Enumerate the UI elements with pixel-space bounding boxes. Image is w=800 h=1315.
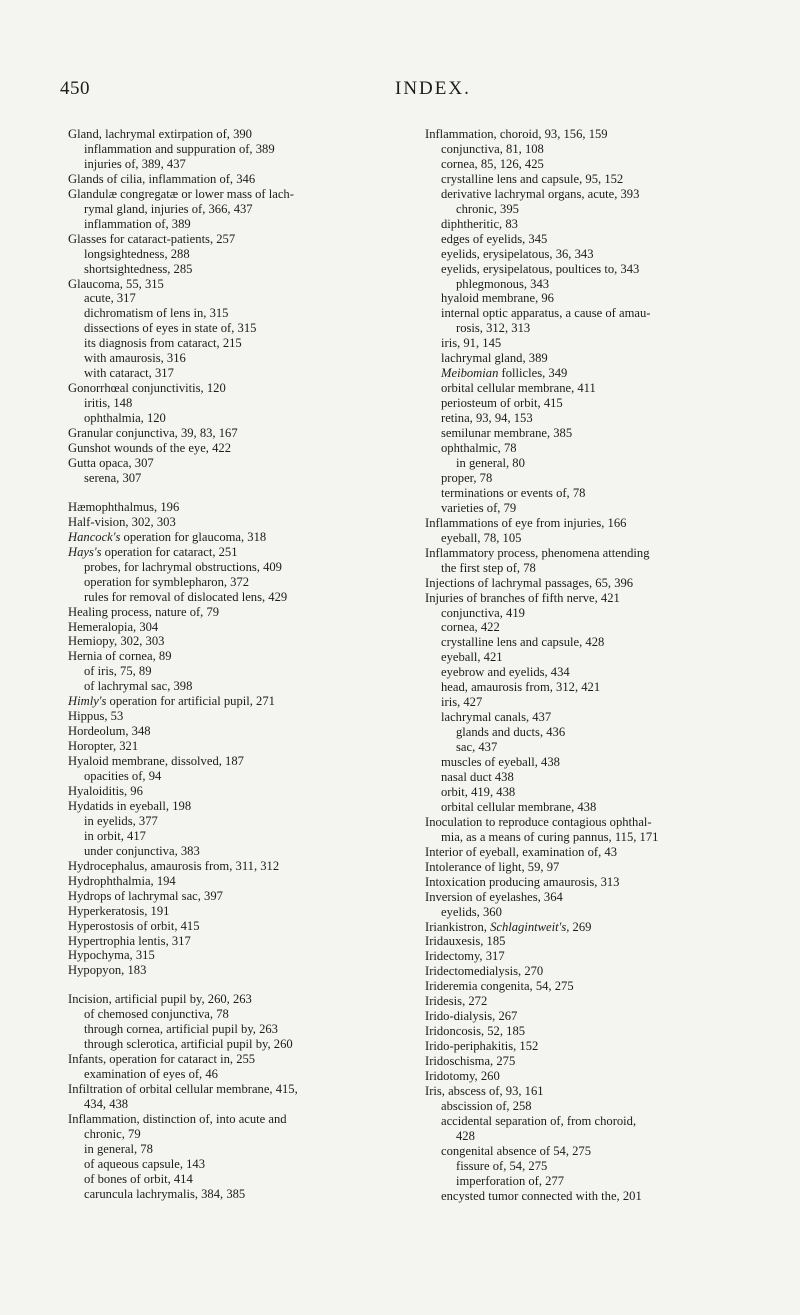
entry-text: rules for removal of dislocated lens, 429 bbox=[84, 589, 288, 604]
index-subentry bbox=[68, 814, 406, 829]
entry-text: eyeball, 421 bbox=[441, 650, 503, 665]
entry-text: proper, 78 bbox=[441, 470, 493, 485]
entry-text: ophthalmic, 78 bbox=[441, 441, 517, 456]
italic-term: Hays's bbox=[68, 544, 102, 559]
entry-text: follicles, 349 bbox=[501, 366, 568, 381]
index-entry bbox=[425, 860, 765, 875]
entry-text: Iris, abscess of, 93, 161 bbox=[425, 1084, 544, 1098]
entry-text: probes, for lachrymal obstructions, 409 bbox=[84, 559, 282, 574]
index-entry bbox=[68, 889, 406, 904]
entry-text: inflammation of, 389 bbox=[84, 216, 191, 231]
index-entry bbox=[68, 963, 406, 978]
entry-text: Hypertrophia lentis, 317 bbox=[68, 933, 191, 948]
entry-text: mia, as a means of curing pannus, 115, 171 bbox=[441, 829, 659, 844]
index-entry bbox=[68, 859, 406, 874]
entry-text: Gutta opaca, 307 bbox=[68, 455, 154, 470]
entry-text: the first step of, 78 bbox=[441, 560, 536, 575]
entry-text: Iridectomy, 317 bbox=[425, 949, 505, 964]
index-entry bbox=[68, 874, 406, 889]
entry-text: Iridoncosis, 52, 185 bbox=[425, 1024, 526, 1039]
index-subentry bbox=[68, 1022, 406, 1037]
entry-text: Hypopyon, 183 bbox=[68, 963, 147, 978]
entry-text: fissure of, 54, 275 bbox=[456, 1158, 548, 1173]
entry-text: Iridoschisma, 275 bbox=[425, 1054, 516, 1069]
entry-text: lachrymal canals, 437 bbox=[441, 710, 552, 725]
index-subentry bbox=[425, 411, 765, 426]
index-entry bbox=[68, 709, 406, 724]
entry-text: head, amaurosis from, 312, 421 bbox=[441, 680, 601, 695]
index-entry bbox=[425, 591, 765, 606]
entry-text: Intoxication producing amaurosis, 313 bbox=[425, 874, 620, 889]
section-gap bbox=[68, 486, 406, 500]
entry-text: conjunctiva, 81, 108 bbox=[441, 141, 544, 156]
entry-text: operation for symblepharon, 372 bbox=[84, 574, 250, 589]
entry-text: Inversion of eyelashes, 364 bbox=[425, 889, 563, 904]
index-entry bbox=[68, 620, 406, 635]
index-entry bbox=[68, 426, 406, 441]
index-subentry bbox=[425, 291, 765, 306]
entry-text: Gonorrhœal conjunctivitis, 120 bbox=[68, 381, 226, 396]
entry-text: Hippus, 53 bbox=[68, 709, 124, 724]
index-subentry bbox=[425, 217, 765, 232]
entry-text: periosteum of orbit, 415 bbox=[441, 396, 563, 411]
index-entry bbox=[425, 1039, 765, 1054]
entry-text: chronic, 395 bbox=[456, 201, 519, 216]
entry-text: conjunctiva, 419 bbox=[441, 605, 525, 620]
entry-text: iris, 427 bbox=[441, 695, 483, 710]
index-subentry bbox=[425, 277, 765, 292]
index-subentry bbox=[425, 725, 765, 740]
index-entry bbox=[68, 456, 406, 471]
entry-text: shortsightedness, 285 bbox=[84, 261, 193, 276]
index-subentry bbox=[425, 785, 765, 800]
index-entry bbox=[425, 979, 765, 994]
index-subentry bbox=[425, 262, 765, 277]
index-entry bbox=[425, 127, 765, 142]
index-subentry bbox=[425, 800, 765, 815]
index-subentry bbox=[68, 217, 406, 232]
entry-text: dissections of eyes in state of, 315 bbox=[84, 321, 257, 336]
entry-text: dichromatism of lens in, 315 bbox=[84, 306, 229, 321]
index-entry bbox=[425, 576, 765, 591]
entry-text: of lachrymal sac, 398 bbox=[84, 679, 193, 694]
entry-text: Gunshot wounds of the eye, 422 bbox=[68, 441, 231, 456]
entry-text: Hyperkeratosis, 191 bbox=[68, 903, 170, 918]
index-entry bbox=[425, 1084, 765, 1099]
entry-text: injuries of, 389, 437 bbox=[84, 156, 186, 171]
index-subentry bbox=[425, 471, 765, 486]
index-subentry bbox=[68, 291, 406, 306]
index-subentry bbox=[68, 411, 406, 426]
entry-text: eyeball, 78, 105 bbox=[441, 530, 522, 545]
index-subentry bbox=[425, 531, 765, 546]
index-subentry bbox=[68, 829, 406, 844]
entry-text: of bones of orbit, 414 bbox=[84, 1171, 193, 1186]
index-entry bbox=[68, 545, 406, 560]
index-subentry bbox=[425, 620, 765, 635]
entry-text: Glasses for cataract-patients, 257 bbox=[68, 231, 236, 246]
index-subentry bbox=[425, 1189, 765, 1204]
entry-text: Intolerance of light, 59, 97 bbox=[425, 859, 560, 874]
index-entry bbox=[425, 546, 765, 561]
index-entry bbox=[425, 845, 765, 860]
index-entry bbox=[425, 516, 765, 531]
index-subentry bbox=[425, 336, 765, 351]
index-entry bbox=[425, 964, 765, 979]
index-subentry bbox=[425, 187, 765, 202]
index-entry bbox=[425, 1069, 765, 1084]
entry-text: eyelids, erysipelatous, 36, 343 bbox=[441, 246, 594, 261]
entry-text: Hernia of cornea, 89 bbox=[68, 649, 172, 664]
index-subentry bbox=[425, 321, 765, 336]
index-subentry bbox=[425, 680, 765, 695]
entry-text: Hydatids in eyeball, 198 bbox=[68, 798, 192, 813]
index-subentry bbox=[68, 679, 406, 694]
entry-text: Gland, lachrymal extirpation of, 390 bbox=[68, 127, 252, 141]
index-subentry bbox=[425, 695, 765, 710]
index-subentry bbox=[68, 262, 406, 277]
index-subentry bbox=[68, 1037, 406, 1052]
index-entry bbox=[68, 232, 406, 247]
index-subentry bbox=[425, 1159, 765, 1174]
entry-text: Hyperostosis of orbit, 415 bbox=[68, 918, 200, 933]
entry-text: abscission of, 258 bbox=[441, 1098, 532, 1113]
entry-text: inflammation and suppuration of, 389 bbox=[84, 141, 275, 156]
entry-text: Infiltration of orbital cellular membrane, 415, bbox=[68, 1082, 298, 1097]
entry-text: Hydrophthalmia, 194 bbox=[68, 873, 176, 888]
entry-text: Glandulæ congregatæ or lower mass of lach- bbox=[68, 186, 294, 201]
italic-term: Himly's bbox=[68, 694, 107, 709]
index-subentry bbox=[425, 1099, 765, 1114]
entry-text: in eyelids, 377 bbox=[84, 813, 158, 828]
index-subentry bbox=[68, 471, 406, 486]
entry-text: through sclerotica, artificial pupil by, 260 bbox=[84, 1037, 293, 1052]
index-subentry bbox=[425, 635, 765, 650]
index-subentry bbox=[425, 396, 765, 411]
entry-text: of iris, 75, 89 bbox=[84, 664, 152, 679]
index-entry bbox=[68, 739, 406, 754]
index-entry bbox=[68, 634, 406, 649]
entry-text: Half-vision, 302, 303 bbox=[68, 514, 176, 529]
index-entry bbox=[68, 187, 406, 202]
entry-text: operation for cataract, 251 bbox=[104, 544, 238, 559]
italic-term: Meibomian bbox=[441, 366, 499, 381]
index-entry bbox=[68, 992, 406, 1007]
entry-text: Iridotomy, 260 bbox=[425, 1069, 500, 1084]
index-subentry bbox=[425, 665, 765, 680]
entry-text: ophthalmia, 120 bbox=[84, 411, 166, 426]
entry-text: edges of eyelids, 345 bbox=[441, 231, 548, 246]
index-entry bbox=[68, 754, 406, 769]
entry-text: internal optic apparatus, a cause of amau- bbox=[441, 306, 651, 321]
index-subentry bbox=[425, 247, 765, 262]
index-entry bbox=[425, 1009, 765, 1024]
index-subentry bbox=[68, 336, 406, 351]
index-subentry bbox=[68, 769, 406, 784]
entry-text: semilunar membrane, 385 bbox=[441, 426, 573, 441]
entry-text: Iridectomedialysis, 270 bbox=[425, 964, 544, 979]
entry-text: congenital absence of 54, 275 bbox=[441, 1143, 592, 1158]
entry-text: Hyaloiditis, 96 bbox=[68, 783, 143, 798]
entry-text: caruncula lachrymalis, 384, 385 bbox=[84, 1186, 246, 1201]
entry-text: eyelids, erysipelatous, poultices to, 343 bbox=[441, 261, 640, 276]
page-number: 450 bbox=[60, 78, 90, 99]
entry-text: through cornea, artificial pupil by, 263 bbox=[84, 1022, 278, 1037]
index-subentry bbox=[425, 830, 765, 845]
entry-text: glands and ducts, 436 bbox=[456, 725, 566, 740]
entry-text: Granular conjunctiva, 39, 83, 167 bbox=[68, 426, 238, 441]
entry-text: Hæmophthalmus, 196 bbox=[68, 499, 180, 514]
index-entry bbox=[425, 875, 765, 890]
entry-text: eyebrow and eyelids, 434 bbox=[441, 665, 570, 680]
entry-text: 428 bbox=[456, 1128, 475, 1143]
entry-text: hyaloid membrane, 96 bbox=[441, 291, 554, 306]
index-subentry bbox=[68, 1067, 406, 1082]
index-entry bbox=[68, 277, 406, 292]
entry-text: in general, 78 bbox=[84, 1141, 153, 1156]
index-entry bbox=[68, 919, 406, 934]
entry-text: Healing process, nature of, 79 bbox=[68, 604, 220, 619]
entry-text: with amaurosis, 316 bbox=[84, 351, 186, 366]
entry-text: Iridesis, 272 bbox=[425, 994, 488, 1009]
entry-text: crystalline lens and capsule, 95, 152 bbox=[441, 171, 624, 186]
index-subentry bbox=[68, 590, 406, 605]
index-entry bbox=[68, 948, 406, 963]
index-subentry bbox=[425, 755, 765, 770]
entry-text: sac, 437 bbox=[456, 740, 498, 755]
entry-text: Glaucoma, 55, 315 bbox=[68, 276, 164, 291]
entry-text: , 269 bbox=[566, 919, 592, 934]
italic-term: Hancock's bbox=[68, 529, 121, 544]
index-subentry bbox=[68, 1007, 406, 1022]
entry-text: operation for artificial pupil, 271 bbox=[109, 694, 275, 709]
entry-text: Irido-periphakitis, 152 bbox=[425, 1039, 539, 1054]
index-subentry bbox=[425, 561, 765, 576]
index-subentry bbox=[425, 157, 765, 172]
entry-text: varieties of, 79 bbox=[441, 500, 517, 515]
index-entry bbox=[68, 1052, 406, 1067]
entry-text: Iridauxesis, 185 bbox=[425, 934, 506, 949]
entry-text: encysted tumor connected with the, 201 bbox=[441, 1188, 642, 1203]
entry-text: Injuries of branches of fifth nerve, 421 bbox=[425, 590, 620, 605]
entry-text: serena, 307 bbox=[84, 470, 142, 485]
index-entry bbox=[68, 172, 406, 187]
entry-text: of aqueous capsule, 143 bbox=[84, 1156, 206, 1171]
index-subentry bbox=[425, 426, 765, 441]
index-entry bbox=[68, 500, 406, 515]
index-entry bbox=[68, 515, 406, 530]
entry-text: Hydrocephalus, amaurosis from, 311, 312 bbox=[68, 858, 280, 873]
index-entry bbox=[68, 441, 406, 456]
index-entry bbox=[425, 949, 765, 964]
entry-text: in orbit, 417 bbox=[84, 828, 146, 843]
entry-text: diphtheritic, 83 bbox=[441, 216, 518, 231]
index-entry bbox=[68, 934, 406, 949]
entry-text: iris, 91, 145 bbox=[441, 336, 502, 351]
index-subentry bbox=[425, 456, 765, 471]
index-entry bbox=[425, 890, 765, 905]
entry-text: Inoculation to reproduce contagious ophthal- bbox=[425, 814, 652, 829]
entry-text: Hyaloid membrane, dissolved, 187 bbox=[68, 754, 244, 769]
index-subentry bbox=[68, 366, 406, 381]
entry-text: Iriankistron, bbox=[425, 919, 491, 934]
entry-text: retina, 93, 94, 153 bbox=[441, 411, 533, 426]
entry-text: rymal gland, injuries of, 366, 437 bbox=[84, 201, 253, 216]
index-entry bbox=[68, 784, 406, 799]
index-subentry bbox=[68, 1097, 406, 1112]
entry-text: Hordeolum, 348 bbox=[68, 724, 151, 739]
index-entry bbox=[68, 649, 406, 664]
index-subentry bbox=[68, 202, 406, 217]
entry-text: Horopter, 321 bbox=[68, 739, 139, 754]
entry-text: orbit, 419, 438 bbox=[441, 784, 516, 799]
index-entry bbox=[425, 920, 765, 935]
index-subentry bbox=[425, 172, 765, 187]
entry-text: iritis, 148 bbox=[84, 396, 133, 411]
index-subentry bbox=[68, 1157, 406, 1172]
entry-text: nasal duct 438 bbox=[441, 769, 514, 784]
entry-text: Injections of lachrymal passages, 65, 396 bbox=[425, 575, 634, 590]
index-subentry bbox=[425, 142, 765, 157]
index-subentry bbox=[425, 366, 765, 381]
index-entry bbox=[68, 1112, 406, 1127]
entry-text: derivative lachrymal organs, acute, 393 bbox=[441, 186, 640, 201]
entry-text: with cataract, 317 bbox=[84, 366, 174, 381]
entry-text: longsightedness, 288 bbox=[84, 246, 190, 261]
entry-text: crystalline lens and capsule, 428 bbox=[441, 635, 605, 650]
index-subentry bbox=[425, 202, 765, 217]
index-subentry bbox=[425, 905, 765, 920]
index-entry bbox=[425, 1054, 765, 1069]
entry-text: orbital cellular membrane, 438 bbox=[441, 799, 597, 814]
italic-term: Schlagintweit's bbox=[490, 919, 567, 934]
index-subentry bbox=[425, 1174, 765, 1189]
index-subentry bbox=[68, 1142, 406, 1157]
entry-text: muscles of eyeball, 438 bbox=[441, 755, 560, 770]
entry-text: Hemeralopia, 304 bbox=[68, 619, 159, 634]
page-title: INDEX. bbox=[395, 78, 471, 99]
entry-text: phlegmonous, 343 bbox=[456, 276, 550, 291]
index-entry bbox=[425, 1024, 765, 1039]
index-subentry bbox=[425, 650, 765, 665]
index-subentry bbox=[68, 844, 406, 859]
index-subentry bbox=[68, 1172, 406, 1187]
index-subentry bbox=[68, 142, 406, 157]
index-subentry bbox=[68, 664, 406, 679]
index-entry bbox=[68, 530, 406, 545]
index-subentry bbox=[425, 1114, 765, 1129]
index-subentry bbox=[425, 441, 765, 456]
index-subentry bbox=[68, 351, 406, 366]
entry-text: cornea, 422 bbox=[441, 620, 500, 635]
entry-text: under conjunctiva, 383 bbox=[84, 843, 200, 858]
entry-text: Hemiopy, 302, 303 bbox=[68, 634, 165, 649]
index-column-right bbox=[425, 127, 765, 1204]
index-subentry bbox=[68, 396, 406, 411]
index-entry bbox=[425, 934, 765, 949]
entry-text: Inflammatory process, phenomena attending bbox=[425, 545, 650, 560]
entry-text: Hydrops of lachrymal sac, 397 bbox=[68, 888, 223, 903]
entry-text: Hypochyma, 315 bbox=[68, 948, 155, 963]
index-subentry bbox=[425, 486, 765, 501]
entry-text: Infants, operation for cataract in, 255 bbox=[68, 1052, 256, 1067]
index-entry bbox=[68, 605, 406, 620]
index-subentry bbox=[68, 321, 406, 336]
index-subentry bbox=[425, 501, 765, 516]
index-subentry bbox=[425, 710, 765, 725]
index-subentry bbox=[68, 1127, 406, 1142]
index-subentry bbox=[425, 232, 765, 247]
index-subentry bbox=[425, 351, 765, 366]
entry-text: eyelids, 360 bbox=[441, 904, 502, 919]
entry-text: of chemosed conjunctiva, 78 bbox=[84, 1007, 229, 1022]
entry-text: chronic, 79 bbox=[84, 1126, 141, 1141]
index-subentry bbox=[68, 560, 406, 575]
entry-text: 434, 438 bbox=[84, 1097, 129, 1112]
entry-text: Glands of cilia, inflammation of, 346 bbox=[68, 171, 256, 186]
entry-text: its diagnosis from cataract, 215 bbox=[84, 336, 242, 351]
index-subentry bbox=[425, 381, 765, 396]
index-subentry bbox=[425, 770, 765, 785]
index-entry bbox=[68, 694, 406, 709]
index-subentry bbox=[68, 306, 406, 321]
entry-text: lachrymal gland, 389 bbox=[441, 351, 548, 366]
index-subentry bbox=[425, 1129, 765, 1144]
index-subentry bbox=[425, 306, 765, 321]
entry-text: examination of eyes of, 46 bbox=[84, 1067, 218, 1082]
entry-text: terminations or events of, 78 bbox=[441, 485, 586, 500]
index-entry bbox=[68, 799, 406, 814]
entry-text: rosis, 312, 313 bbox=[456, 321, 531, 336]
index-entry bbox=[68, 381, 406, 396]
entry-text: Incision, artificial pupil by, 260, 263 bbox=[68, 992, 252, 1007]
index-entry bbox=[68, 724, 406, 739]
index-entry bbox=[68, 904, 406, 919]
index-subentry bbox=[425, 1144, 765, 1159]
entry-text: Inflammations of eye from injuries, 166 bbox=[425, 515, 627, 530]
index-entry bbox=[425, 815, 765, 830]
entry-text: operation for glaucoma, 318 bbox=[123, 529, 267, 544]
entry-text: Interior of eyeball, examination of, 43 bbox=[425, 844, 617, 859]
entry-text: Irido-dialysis, 267 bbox=[425, 1009, 518, 1024]
index-subentry bbox=[68, 1187, 406, 1202]
index-subentry bbox=[68, 575, 406, 590]
entry-text: Inflammation, choroid, 93, 156, 159 bbox=[425, 127, 608, 141]
entry-text: cornea, 85, 126, 425 bbox=[441, 156, 544, 171]
index-entry bbox=[68, 1082, 406, 1097]
entry-text: accidental separation of, from choroid, bbox=[441, 1113, 637, 1128]
index-subentry bbox=[425, 740, 765, 755]
section-gap bbox=[68, 978, 406, 992]
entry-text: imperforation of, 277 bbox=[456, 1173, 565, 1188]
index-subentry bbox=[425, 606, 765, 621]
index-entry bbox=[68, 127, 406, 142]
index-entry bbox=[425, 994, 765, 1009]
entry-text: Inflammation, distinction of, into acute and bbox=[68, 1112, 287, 1126]
entry-text: orbital cellular membrane, 411 bbox=[441, 381, 596, 396]
page-header bbox=[0, 78, 800, 100]
entry-text: Irideremia congenita, 54, 275 bbox=[425, 979, 574, 994]
entry-text: acute, 317 bbox=[84, 291, 136, 306]
index-subentry bbox=[68, 247, 406, 262]
entry-text: opacities of, 94 bbox=[84, 769, 162, 784]
index-subentry bbox=[68, 157, 406, 172]
entry-text: in general, 80 bbox=[456, 455, 525, 470]
index-column-left bbox=[68, 127, 406, 1202]
